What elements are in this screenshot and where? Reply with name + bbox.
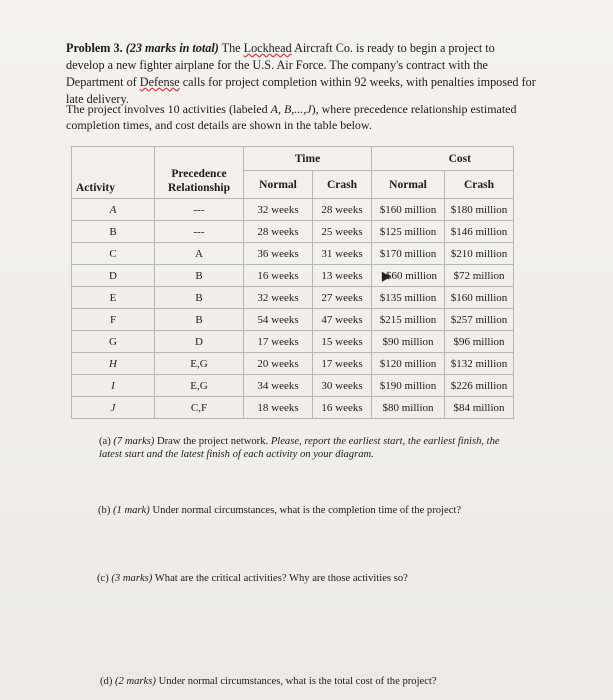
question-a-marks: (7 marks) (113, 436, 155, 447)
header-cost-crash: Crash (445, 171, 514, 199)
table-row (72, 287, 514, 309)
cell-cost-crash: $210 million (445, 243, 514, 265)
cell-time-normal: 28 weeks (244, 221, 313, 243)
cell-time-normal: 16 weeks (244, 265, 313, 287)
cell-cost-crash: $180 million (445, 199, 514, 221)
header-cost-normal: Normal (372, 171, 445, 199)
header-time-normal: Normal (244, 171, 313, 199)
header-time: Time (244, 147, 372, 171)
cell-time-crash: 13 weeks (313, 265, 372, 287)
cell-time-normal: 32 weeks (244, 199, 313, 221)
cell-time-normal: 36 weeks (244, 243, 313, 265)
cell-time-normal: 18 weeks (244, 397, 313, 419)
header-activity: Activity (72, 147, 155, 199)
table-row (72, 265, 514, 287)
cell-time-crash: 28 weeks (313, 199, 372, 221)
cell-time-crash: 16 weeks (313, 397, 372, 419)
question-b-marks: (1 mark) (113, 505, 150, 516)
cell-cost-normal: $160 million (372, 199, 445, 221)
cell-time-normal: 32 weeks (244, 287, 313, 309)
cell-cost-crash: $257 million (445, 309, 514, 331)
cell-precedence: B (155, 265, 244, 287)
cell-activity: D (72, 265, 155, 287)
cell-activity: C (72, 243, 155, 265)
question-b-text: Under normal circumstances, what is the completion time of the project? (149, 505, 462, 516)
activity-labels: A, B,...,J (270, 102, 312, 116)
cell-time-normal: 20 weeks (244, 353, 313, 375)
header-precedence: Precedence Relationship (155, 147, 244, 199)
question-b-label: (b) (98, 505, 114, 516)
question-c (97, 573, 408, 584)
header-cost: Cost (372, 147, 514, 171)
intro2-text-1: The project involves 10 activities (labeled (66, 102, 271, 116)
table-row (72, 309, 514, 331)
cell-precedence: C,F (155, 397, 244, 419)
question-d-text: Under normal circumstances, what is the total cost of the project? (155, 676, 437, 687)
cell-precedence: B (155, 287, 244, 309)
question-a-label: (a) (99, 436, 114, 447)
cell-cost-normal: $170 million (372, 243, 445, 265)
cell-cost-crash: $160 million (445, 287, 514, 309)
cell-precedence: E,G (155, 353, 244, 375)
cell-cost-crash: $146 million (445, 221, 514, 243)
cell-cost-normal: $80 million (372, 397, 445, 419)
cell-time-crash: 30 weeks (313, 375, 372, 397)
project-description (66, 101, 536, 133)
cell-cost-crash: $96 million (445, 331, 514, 353)
cell-cost-normal: $60 million (385, 269, 438, 282)
question-c-marks: (3 marks) (111, 573, 153, 584)
cell-precedence: --- (155, 221, 244, 243)
cell-time-crash: 15 weeks (313, 331, 372, 353)
problem-text-3: calls for project completion within 92 weeks, with penalties imposed for late delivery. (66, 75, 536, 106)
cell-cost-crash: $132 million (445, 353, 514, 375)
problem-text-1: The (218, 41, 244, 55)
cell-time-crash: 27 weeks (313, 287, 372, 309)
cell-precedence: D (155, 331, 244, 353)
table-row (72, 199, 514, 221)
question-a-text: Draw the project network. (154, 436, 271, 447)
cell-cost-normal: $135 million (372, 287, 445, 309)
cell-cost-normal: $215 million (372, 309, 445, 331)
table-row (72, 375, 514, 397)
table-row (72, 243, 514, 265)
intro2-text-2: ), where precedence relationship estimated completion times, and cost details are shown in the table below. (66, 102, 517, 132)
cell-precedence: B (155, 309, 244, 331)
cell-cost-normal-with-cursor (372, 265, 445, 287)
defense-word: Defense (139, 75, 180, 89)
cell-cost-normal: $120 million (372, 353, 445, 375)
question-d (100, 676, 437, 687)
cell-activity: B (72, 221, 155, 243)
table-row (72, 397, 514, 419)
cell-activity: E (72, 287, 155, 309)
cell-cost-crash: $226 million (445, 375, 514, 397)
cell-cost-normal: $125 million (372, 221, 445, 243)
cell-cost-normal: $190 million (372, 375, 445, 397)
problem-statement (66, 40, 536, 108)
cell-cost-crash: $84 million (445, 397, 514, 419)
question-d-label: (d) (100, 676, 116, 687)
cell-precedence: E,G (155, 375, 244, 397)
question-c-label: (c) (97, 573, 112, 584)
question-a-instructions: Please, report the earliest start, the earliest finish, the latest start and the latest finish of each activity on your diagram. (99, 436, 500, 460)
question-a (99, 435, 519, 461)
cell-activity: J (72, 397, 155, 419)
table-row (72, 331, 514, 353)
problem-number: Problem 3. (66, 41, 123, 55)
cell-cost-crash: $72 million (445, 265, 514, 287)
activity-table (71, 146, 514, 419)
cell-activity: F (72, 309, 155, 331)
problem-marks: (23 marks in total) (125, 41, 219, 55)
cell-activity: G (72, 331, 155, 353)
header-time-crash: Crash (313, 171, 372, 199)
cell-precedence: A (155, 243, 244, 265)
question-c-text: What are the critical activities? Why are those activities so? (152, 573, 408, 584)
cell-time-normal: 17 weeks (244, 331, 313, 353)
problem-text-2: Aircraft Co. is ready to begin a project to develop a new fighter airplane for the U.S. Air Force. The company's contract with the Department of (66, 41, 495, 89)
question-d-marks: (2 marks) (115, 676, 156, 687)
cell-time-crash: 31 weeks (313, 243, 372, 265)
cell-time-normal: 54 weeks (244, 309, 313, 331)
company-name: Lockhead (243, 41, 292, 55)
question-b (98, 505, 461, 516)
cell-time-crash: 17 weeks (313, 353, 372, 375)
cell-activity: I (72, 375, 155, 397)
cell-time-crash: 47 weeks (313, 309, 372, 331)
cell-activity: A (72, 199, 155, 221)
cell-cost-normal: $90 million (372, 331, 445, 353)
cell-time-crash: 25 weeks (313, 221, 372, 243)
cell-precedence: --- (155, 199, 244, 221)
cell-time-normal: 34 weeks (244, 375, 313, 397)
cell-activity: H (72, 353, 155, 375)
table-row (72, 221, 514, 243)
table-row (72, 353, 514, 375)
